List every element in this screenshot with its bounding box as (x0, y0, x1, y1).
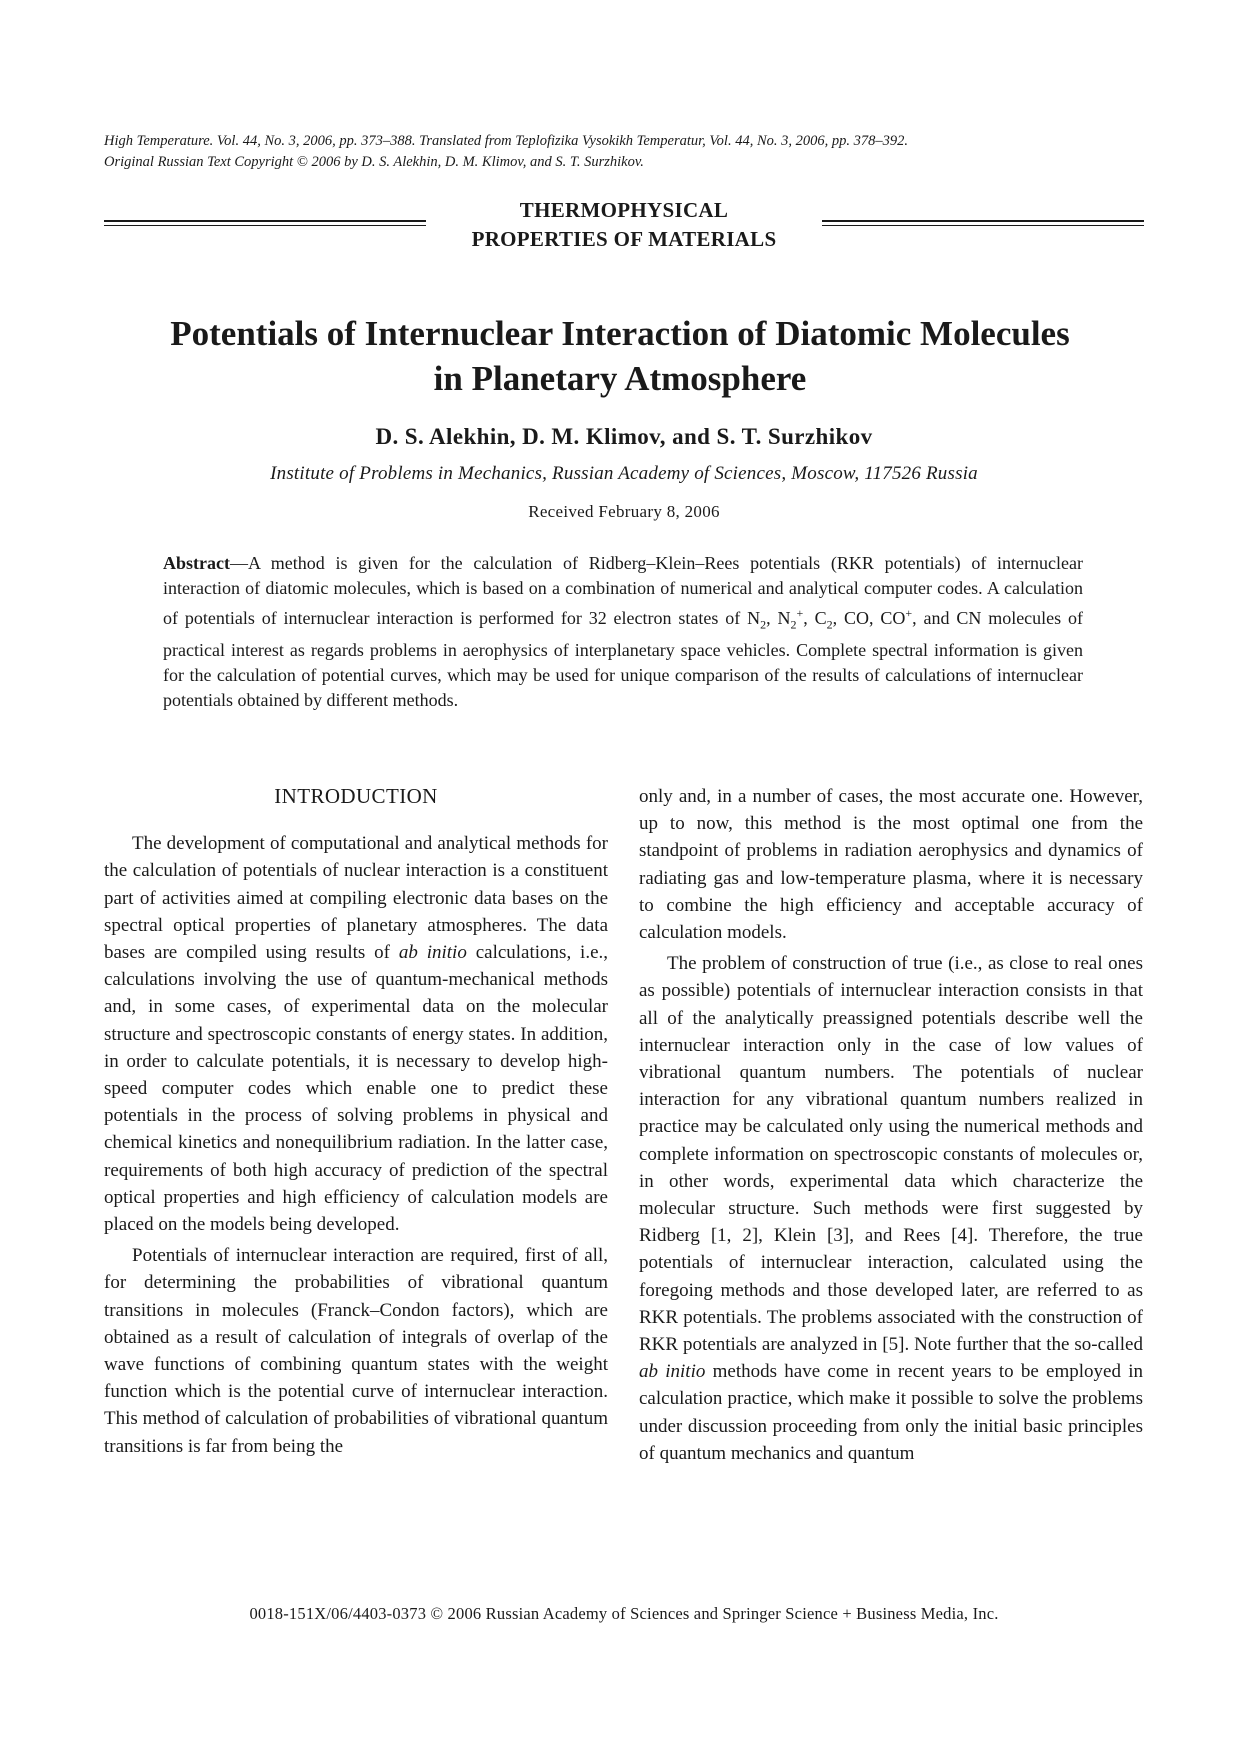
authors: D. S. Alekhin, D. M. Klimov, and S. T. Surzhikov (375, 424, 873, 449)
section-label-line1: THERMOPHYSICAL (519, 198, 729, 222)
article-title (80, 311, 1160, 401)
abstract-text-part1: —A method is given for the calculation of Ridberg–Klein–Rees potentials (RKR potentials) of internuclear interaction of diatomic molecules, which is based on a combination of numerical and analytical computer codes. A calculation of potentials of internuclear interaction is performed for 32 electron states of (163, 553, 1083, 628)
banner-rule-right (822, 220, 1144, 226)
formula-n2: $N_2$ (747, 608, 767, 632)
formula-n2-ion: $N_2^+$ (777, 606, 804, 632)
header-copyright-line: Original Russian Text Copyright © 2006 by D. S. Alekhin, D. M. Klimov, and S. T. Surzhikov. (104, 154, 644, 170)
section-banner (104, 196, 1144, 252)
formula-co-co-ion: , CO, CO+ (832, 606, 913, 628)
banner-rule-left (104, 220, 426, 226)
left-column (104, 783, 608, 1464)
section-label (426, 196, 822, 254)
title-line2: in Planetary Atmosphere (433, 359, 807, 398)
journal-header (104, 131, 1144, 173)
body-paragraph: The problem of construction of true (i.e., as close to real ones as possible) potentials of internuclear interaction consists in that all of the analytically preassigned potentials describe well the internuclear interaction only in the case of low values of vibrational quantum numbers. The potentials of nuclear interaction for any vibrational quantum numbers realized in practice may be calculated only using the numerical methods and complete information on spectroscopic constants of molecules or, in other words, experimental data which characterize the molecular structure. Such methods were first suggested by Ridberg [1, 2], Klein [3], and Rees [4]. Therefore, the true potentials of internuclear interaction, calculated using the foregoing methods and those developed later, are referred to as RKR potentials. The problems associated with the construction of RKR potentials are analyzed in [5]. Note further that the so-called ab initio methods have come in recent years to be employed in calculation practice, which make it possible to solve the problems under discussion proceeding from only the initial basic principles of quantum mechanics and quantum (639, 953, 1143, 1464)
emphasis-ab-initio: ab initio (639, 1361, 706, 1383)
received-date: Received February 8, 2006 (528, 502, 720, 521)
title-line1: Potentials of Internuclear Interaction of Diatomic Molecules (170, 314, 1070, 353)
section-label-line2: PROPERTIES OF MATERIALS (471, 227, 777, 251)
introduction-heading: INTRODUCTION (274, 784, 438, 808)
abstract-separator: , (766, 608, 778, 628)
formula-c2: $C_2$ (814, 608, 833, 632)
abstract-separator: , (803, 608, 815, 628)
body-paragraph-continued: only and, in a number of cases, the most accurate one. However, up to now, this method is the most optimal one from the standpoint of problems in radiation aerophysics and dynamics of radiating gas and low-temperature plasma, where it is necessary to combine the high efficiency and acceptable accuracy of calculation models. (639, 786, 1143, 944)
abstract-text-part2: , and CN molecules of practical interest as regards problems in aerophysics of interplanetary space vehicles. Complete spectral information is given for the calculation of potential curves, which may be used for unique comparison of the results of calculations of internuclear potentials obtained by different methods. (163, 608, 1084, 710)
header-citation-line: High Temperature. Vol. 44, No. 3, 2006, pp. 373–388. Translated from Teplofizika Vysokikh Temperatur, Vol. 44, No. 3, 2006, pp. 378–392. (104, 133, 908, 149)
abstract (163, 551, 1083, 713)
body-paragraph: Potentials of internuclear interaction are required, first of all, for determining the probabilities of vibrational quantum transitions in molecules (Franck–Condon factors), which are obtained as a result of calculation of integrals of overlap of the wave functions of combining quantum states with the weight function which is the potential curve of internuclear interaction. This method of calculation of probabilities of vibrational quantum transitions is far from being the (104, 1245, 608, 1457)
abstract-label: Abstract (163, 553, 230, 573)
body-paragraph: The development of computational and analytical methods for the calculation of potentials of nuclear interaction is a constituent part of activities aimed at compiling electronic data bases on the spectral optical properties of planetary atmospheres. The data bases are compiled using results of ab initio calculations, i.e., calculations involving the use of quantum-mechanical methods and, in some cases, of experimental data on the molecular structure and spectroscopic constants of energy states. In addition, in order to calculate potentials, it is necessary to develop high-speed computer codes which enable one to predict these potentials in the process of solving problems in physical and chemical kinetics and nonequilibrium radiation. In the latter case, requirements of both high accuracy of prediction of the spectral optical properties and high efficiency of calculation models are placed on the models being developed. (104, 833, 609, 1236)
affiliation: Institute of Problems in Mechanics, Russian Academy of Sciences, Moscow, 117526 Russia (270, 463, 978, 484)
emphasis-ab-initio: ab initio (398, 942, 467, 964)
right-column (639, 783, 1143, 1471)
page-footer: 0018-151X/06/4403-0373 © 2006 Russian Academy of Sciences and Springer Science + Business Media, Inc. (249, 1604, 999, 1623)
